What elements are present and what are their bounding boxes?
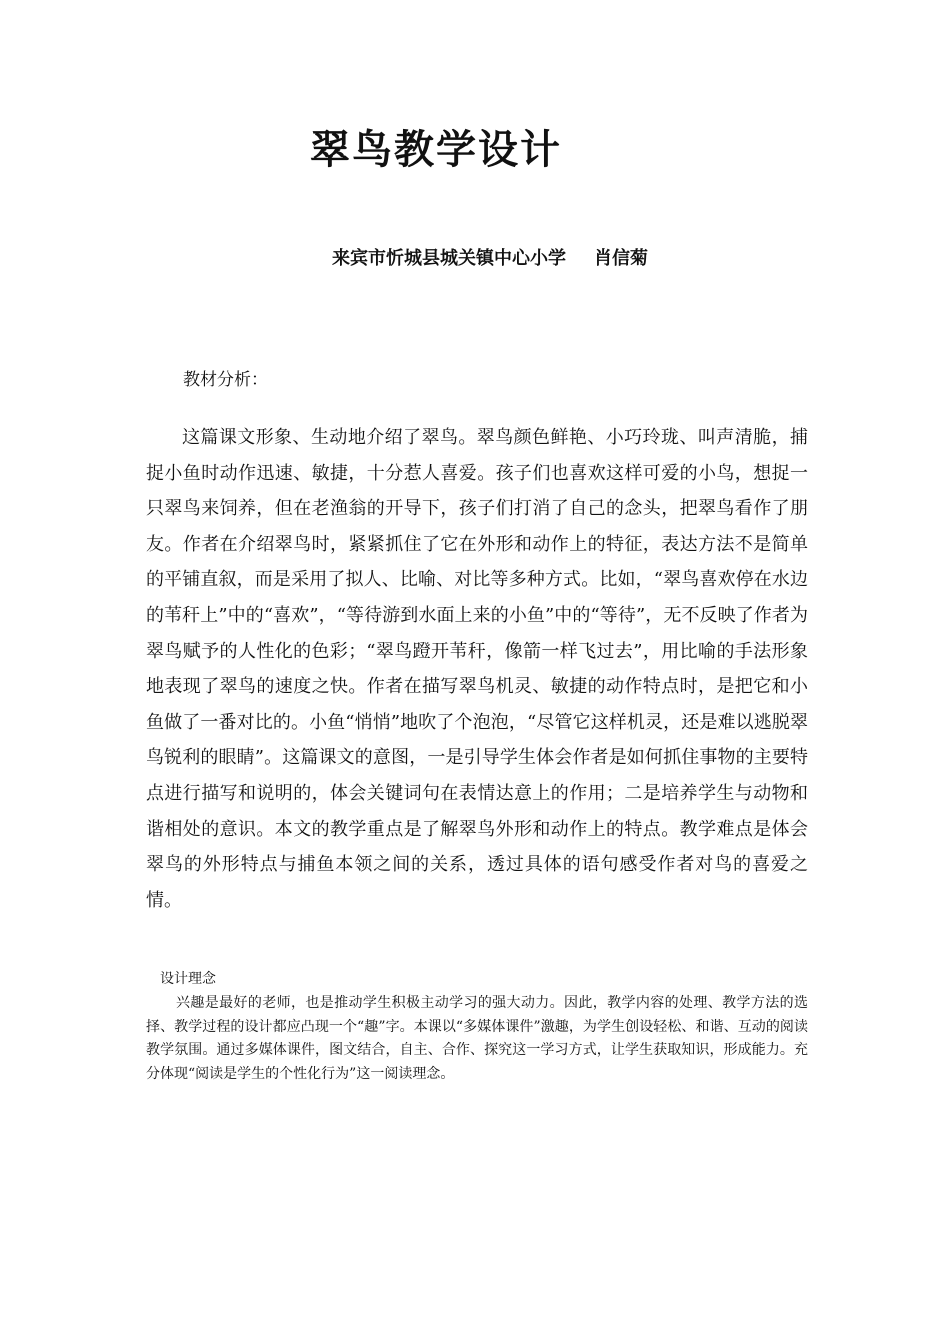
section-heading-textbook-analysis: 教材分析： xyxy=(183,370,268,390)
document-title: 翠鸟教学设计 xyxy=(310,126,562,173)
author-school: 来宾市忻城县城关镇中心小学 xyxy=(332,248,566,269)
author-line xyxy=(332,246,648,272)
section-body-textbook-analysis: 这篇课文形象、生动地介绍了翠鸟。翠鸟颜色鲜艳、小巧玲珑、叫声清脆，捕捉小鱼时动作迅速、敏捷，十分惹人喜爱。孩子们也喜欢这样可爱的小鸟，想捉一只翠鸟来饲养，但在老渔翁的开导下，孩子们打消了自己的念头，把翠鸟看作了朋友。作者在介绍翠鸟时，紧紧抓住了它在外形和动作上的特征，表达方法不是简单的平铺直叙，而是采用了拟人、比喻、对比等多种方式。比如，“翠鸟喜欢停在水边的苇秆上”中的“喜欢”，“等待游到水面上来的小鱼”中的“等待”，无不反映了作者为翠鸟赋予的人性化的色彩；“翠鸟蹬开苇秆，像箭一样飞过去”，用比喻的手法形象地表现了翠鸟的速度之快。作者在描写翠鸟机灵、敏捷的动作特点时，是把它和小鱼做了一番对比的。小鱼“悄悄”地吹了个泡泡，“尽管它这样机灵，还是难以逃脱翠鸟锐利的眼睛”。这篇课文的意图，一是引导学生体会作者是如何抓住事物的主要特点进行描写和说明的，体会关键词句在表情达意上的作用；二是培养学生与动物和谐相处的意识。本文的教学重点是了解翠鸟外形和动作上的特点。教学难点是体会翠鸟的外形特点与捕鱼本领之间的关系，透过具体的语句感受作者对鸟的喜爱之情。 xyxy=(146,427,808,911)
author-name: 肖信菊 xyxy=(594,248,648,269)
section-heading-design-concept: 设计理念 xyxy=(160,971,216,987)
section-body-design-concept: 兴趣是最好的老师，也是推动学生积极主动学习的强大动力。因此，教学内容的处理、教学方法的选择、教学过程的设计都应凸现一个“趣”字。本课以“多媒体课件”激趣，为学生创设轻松、和谐、互动的阅读教学氛围。通过多媒体课件，图文结合，自主、合作、探究这一学习方式，让学生获取知识，形成能力。充分体现“阅读是学生的个性化行为”这一阅读理念。 xyxy=(146,995,808,1082)
